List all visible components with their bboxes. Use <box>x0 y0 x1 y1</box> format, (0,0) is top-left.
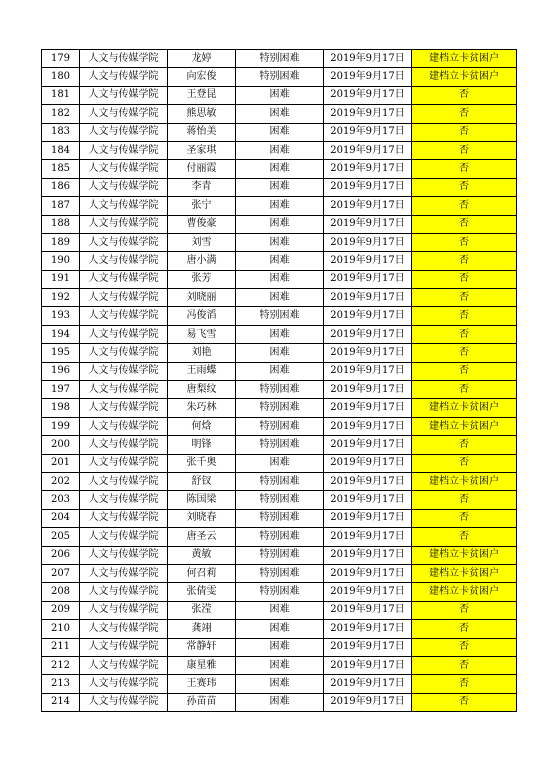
difficulty-level-cell: 困难 <box>236 675 324 693</box>
row-number-cell: 187 <box>42 197 80 215</box>
date-cell: 2019年9月17日 <box>324 509 412 527</box>
date-cell: 2019年9月17日 <box>324 270 412 288</box>
college-cell: 人文与传媒学院 <box>80 233 168 251</box>
table-row <box>42 252 517 270</box>
name-cell: 唐小满 <box>168 252 236 270</box>
poverty-status-cell: 建档立卡贫困户 <box>412 472 517 490</box>
college-cell: 人文与传媒学院 <box>80 50 168 68</box>
poverty-status-cell: 否 <box>412 123 517 141</box>
row-number-cell: 196 <box>42 362 80 380</box>
difficulty-level-cell: 困难 <box>236 289 324 307</box>
difficulty-level-cell: 困难 <box>236 344 324 362</box>
row-number-cell: 194 <box>42 325 80 343</box>
college-cell: 人文与传媒学院 <box>80 675 168 693</box>
row-number-cell: 188 <box>42 215 80 233</box>
row-number-cell: 186 <box>42 178 80 196</box>
name-cell: 张千奥 <box>168 454 236 472</box>
college-cell: 人文与传媒学院 <box>80 693 168 711</box>
row-number-cell: 180 <box>42 68 80 86</box>
difficulty-level-cell: 困难 <box>236 362 324 380</box>
poverty-status-cell: 否 <box>412 436 517 454</box>
table-row <box>42 528 517 546</box>
college-cell: 人文与传媒学院 <box>80 564 168 582</box>
table-row <box>42 215 517 233</box>
difficulty-level-cell: 特别困难 <box>236 528 324 546</box>
poverty-status-cell: 否 <box>412 197 517 215</box>
difficulty-level-cell: 特别困难 <box>236 381 324 399</box>
row-number-cell: 181 <box>42 86 80 104</box>
college-cell: 人文与传媒学院 <box>80 656 168 674</box>
table-row <box>42 417 517 435</box>
poverty-status-cell: 建档立卡贫困户 <box>412 50 517 68</box>
college-cell: 人文与传媒学院 <box>80 344 168 362</box>
row-number-cell: 204 <box>42 509 80 527</box>
poverty-status-cell: 否 <box>412 307 517 325</box>
poverty-status-cell: 建档立卡贫困户 <box>412 564 517 582</box>
name-cell: 黄敏 <box>168 546 236 564</box>
poverty-status-cell: 否 <box>412 325 517 343</box>
college-cell: 人文与传媒学院 <box>80 197 168 215</box>
poverty-status-cell: 建档立卡贫困户 <box>412 546 517 564</box>
poverty-status-cell: 否 <box>412 638 517 656</box>
name-cell: 龚翊 <box>168 620 236 638</box>
date-cell: 2019年9月17日 <box>324 68 412 86</box>
name-cell: 张宁 <box>168 197 236 215</box>
college-cell: 人文与传媒学院 <box>80 491 168 509</box>
name-cell: 易飞雪 <box>168 325 236 343</box>
table-row <box>42 638 517 656</box>
poverty-status-cell: 否 <box>412 270 517 288</box>
name-cell: 王赛玮 <box>168 675 236 693</box>
poverty-status-cell: 否 <box>412 233 517 251</box>
name-cell: 李青 <box>168 178 236 196</box>
date-cell: 2019年9月17日 <box>324 50 412 68</box>
difficulty-level-cell: 困难 <box>236 620 324 638</box>
college-cell: 人文与传媒学院 <box>80 160 168 178</box>
poverty-status-cell: 建档立卡贫困户 <box>412 68 517 86</box>
table-row <box>42 307 517 325</box>
poverty-status-cell: 否 <box>412 620 517 638</box>
name-cell: 何召莉 <box>168 564 236 582</box>
college-cell: 人文与传媒学院 <box>80 68 168 86</box>
name-cell: 王登昆 <box>168 86 236 104</box>
row-number-cell: 184 <box>42 141 80 159</box>
college-cell: 人文与传媒学院 <box>80 381 168 399</box>
difficulty-level-cell: 特别困难 <box>236 68 324 86</box>
name-cell: 唐梨纹 <box>168 381 236 399</box>
student-aid-table <box>41 49 517 712</box>
table-row <box>42 564 517 582</box>
name-cell: 刘晓丽 <box>168 289 236 307</box>
row-number-cell: 179 <box>42 50 80 68</box>
name-cell: 冯俊滔 <box>168 307 236 325</box>
row-number-cell: 189 <box>42 233 80 251</box>
date-cell: 2019年9月17日 <box>324 381 412 399</box>
table-row <box>42 620 517 638</box>
date-cell: 2019年9月17日 <box>324 325 412 343</box>
date-cell: 2019年9月17日 <box>324 123 412 141</box>
college-cell: 人文与传媒学院 <box>80 528 168 546</box>
date-cell: 2019年9月17日 <box>324 620 412 638</box>
difficulty-level-cell: 困难 <box>236 105 324 123</box>
difficulty-level-cell: 困难 <box>236 178 324 196</box>
poverty-status-cell: 否 <box>412 344 517 362</box>
table-row <box>42 160 517 178</box>
table-body <box>42 50 517 712</box>
college-cell: 人文与传媒学院 <box>80 307 168 325</box>
date-cell: 2019年9月17日 <box>324 233 412 251</box>
difficulty-level-cell: 困难 <box>236 270 324 288</box>
difficulty-level-cell: 特别困难 <box>236 399 324 417</box>
poverty-status-cell: 否 <box>412 509 517 527</box>
difficulty-level-cell: 困难 <box>236 638 324 656</box>
name-cell: 康星雅 <box>168 656 236 674</box>
table-row <box>42 178 517 196</box>
college-cell: 人文与传媒学院 <box>80 417 168 435</box>
date-cell: 2019年9月17日 <box>324 399 412 417</box>
name-cell: 唐圣云 <box>168 528 236 546</box>
difficulty-level-cell: 特别困难 <box>236 307 324 325</box>
table-row <box>42 50 517 68</box>
difficulty-level-cell: 困难 <box>236 693 324 711</box>
poverty-status-cell: 否 <box>412 601 517 619</box>
table-row <box>42 381 517 399</box>
table-row <box>42 656 517 674</box>
table-row <box>42 289 517 307</box>
table-row <box>42 325 517 343</box>
difficulty-level-cell: 特别困难 <box>236 564 324 582</box>
table-row <box>42 491 517 509</box>
date-cell: 2019年9月17日 <box>324 472 412 490</box>
date-cell: 2019年9月17日 <box>324 546 412 564</box>
poverty-status-cell: 建档立卡贫困户 <box>412 399 517 417</box>
college-cell: 人文与传媒学院 <box>80 215 168 233</box>
table-row <box>42 454 517 472</box>
row-number-cell: 213 <box>42 675 80 693</box>
row-number-cell: 200 <box>42 436 80 454</box>
row-number-cell: 197 <box>42 381 80 399</box>
name-cell: 熊思敏 <box>168 105 236 123</box>
date-cell: 2019年9月17日 <box>324 160 412 178</box>
poverty-status-cell: 否 <box>412 693 517 711</box>
college-cell: 人文与传媒学院 <box>80 399 168 417</box>
name-cell: 刘艳 <box>168 344 236 362</box>
row-number-cell: 195 <box>42 344 80 362</box>
poverty-status-cell: 否 <box>412 656 517 674</box>
date-cell: 2019年9月17日 <box>324 307 412 325</box>
name-cell: 曹俊豪 <box>168 215 236 233</box>
difficulty-level-cell: 困难 <box>236 252 324 270</box>
table-row <box>42 601 517 619</box>
poverty-status-cell: 建档立卡贫困户 <box>412 417 517 435</box>
name-cell: 蒋怡美 <box>168 123 236 141</box>
table-row <box>42 693 517 711</box>
poverty-status-cell: 否 <box>412 86 517 104</box>
college-cell: 人文与传媒学院 <box>80 105 168 123</box>
poverty-status-cell: 否 <box>412 141 517 159</box>
difficulty-level-cell: 困难 <box>236 325 324 343</box>
table-row <box>42 546 517 564</box>
table-row <box>42 344 517 362</box>
difficulty-level-cell: 特别困难 <box>236 491 324 509</box>
table-row <box>42 141 517 159</box>
name-cell: 刘晓春 <box>168 509 236 527</box>
name-cell: 王雨蝶 <box>168 362 236 380</box>
name-cell: 明锋 <box>168 436 236 454</box>
college-cell: 人文与传媒学院 <box>80 546 168 564</box>
name-cell: 龙婷 <box>168 50 236 68</box>
row-number-cell: 191 <box>42 270 80 288</box>
row-number-cell: 193 <box>42 307 80 325</box>
college-cell: 人文与传媒学院 <box>80 270 168 288</box>
college-cell: 人文与传媒学院 <box>80 141 168 159</box>
table-row <box>42 362 517 380</box>
date-cell: 2019年9月17日 <box>324 564 412 582</box>
college-cell: 人文与传媒学院 <box>80 601 168 619</box>
college-cell: 人文与传媒学院 <box>80 472 168 490</box>
college-cell: 人文与传媒学院 <box>80 436 168 454</box>
date-cell: 2019年9月17日 <box>324 454 412 472</box>
name-cell: 陈国梁 <box>168 491 236 509</box>
poverty-status-cell: 否 <box>412 675 517 693</box>
difficulty-level-cell: 困难 <box>236 215 324 233</box>
difficulty-level-cell: 特别困难 <box>236 546 324 564</box>
poverty-status-cell: 否 <box>412 178 517 196</box>
row-number-cell: 208 <box>42 583 80 601</box>
row-number-cell: 210 <box>42 620 80 638</box>
date-cell: 2019年9月17日 <box>324 491 412 509</box>
difficulty-level-cell: 困难 <box>236 123 324 141</box>
difficulty-level-cell: 特别困难 <box>236 472 324 490</box>
date-cell: 2019年9月17日 <box>324 583 412 601</box>
name-cell: 张芳 <box>168 270 236 288</box>
difficulty-level-cell: 困难 <box>236 86 324 104</box>
college-cell: 人文与传媒学院 <box>80 620 168 638</box>
table-row <box>42 270 517 288</box>
row-number-cell: 182 <box>42 105 80 123</box>
poverty-status-cell: 否 <box>412 362 517 380</box>
college-cell: 人文与传媒学院 <box>80 509 168 527</box>
row-number-cell: 209 <box>42 601 80 619</box>
difficulty-level-cell: 困难 <box>236 656 324 674</box>
table-row <box>42 68 517 86</box>
table-row <box>42 105 517 123</box>
table-row <box>42 472 517 490</box>
college-cell: 人文与传媒学院 <box>80 325 168 343</box>
row-number-cell: 203 <box>42 491 80 509</box>
date-cell: 2019年9月17日 <box>324 141 412 159</box>
name-cell: 张滢 <box>168 601 236 619</box>
poverty-status-cell: 否 <box>412 105 517 123</box>
college-cell: 人文与传媒学院 <box>80 454 168 472</box>
difficulty-level-cell: 困难 <box>236 454 324 472</box>
date-cell: 2019年9月17日 <box>324 86 412 104</box>
date-cell: 2019年9月17日 <box>324 178 412 196</box>
row-number-cell: 199 <box>42 417 80 435</box>
college-cell: 人文与传媒学院 <box>80 178 168 196</box>
date-cell: 2019年9月17日 <box>324 601 412 619</box>
name-cell: 朱巧林 <box>168 399 236 417</box>
row-number-cell: 214 <box>42 693 80 711</box>
poverty-status-cell: 否 <box>412 381 517 399</box>
difficulty-level-cell: 困难 <box>236 141 324 159</box>
date-cell: 2019年9月17日 <box>324 417 412 435</box>
poverty-status-cell: 否 <box>412 491 517 509</box>
difficulty-level-cell: 特别困难 <box>236 583 324 601</box>
date-cell: 2019年9月17日 <box>324 344 412 362</box>
name-cell: 何焓 <box>168 417 236 435</box>
date-cell: 2019年9月17日 <box>324 675 412 693</box>
difficulty-level-cell: 困难 <box>236 601 324 619</box>
row-number-cell: 185 <box>42 160 80 178</box>
row-number-cell: 192 <box>42 289 80 307</box>
poverty-status-cell: 否 <box>412 160 517 178</box>
row-number-cell: 206 <box>42 546 80 564</box>
row-number-cell: 205 <box>42 528 80 546</box>
date-cell: 2019年9月17日 <box>324 252 412 270</box>
college-cell: 人文与传媒学院 <box>80 86 168 104</box>
table-row <box>42 583 517 601</box>
poverty-status-cell: 否 <box>412 528 517 546</box>
college-cell: 人文与传媒学院 <box>80 123 168 141</box>
name-cell: 付丽霞 <box>168 160 236 178</box>
poverty-status-cell: 建档立卡贫困户 <box>412 583 517 601</box>
difficulty-level-cell: 特别困难 <box>236 50 324 68</box>
row-number-cell: 201 <box>42 454 80 472</box>
date-cell: 2019年9月17日 <box>324 289 412 307</box>
row-number-cell: 183 <box>42 123 80 141</box>
difficulty-level-cell: 特别困难 <box>236 417 324 435</box>
table-row <box>42 233 517 251</box>
college-cell: 人文与传媒学院 <box>80 362 168 380</box>
row-number-cell: 207 <box>42 564 80 582</box>
name-cell: 圣家琪 <box>168 141 236 159</box>
poverty-status-cell: 否 <box>412 252 517 270</box>
poverty-status-cell: 否 <box>412 289 517 307</box>
row-number-cell: 211 <box>42 638 80 656</box>
date-cell: 2019年9月17日 <box>324 656 412 674</box>
date-cell: 2019年9月17日 <box>324 638 412 656</box>
poverty-status-cell: 否 <box>412 454 517 472</box>
name-cell: 舒钗 <box>168 472 236 490</box>
difficulty-level-cell: 特别困难 <box>236 509 324 527</box>
name-cell: 张倩雯 <box>168 583 236 601</box>
difficulty-level-cell: 困难 <box>236 233 324 251</box>
row-number-cell: 212 <box>42 656 80 674</box>
table-row <box>42 675 517 693</box>
date-cell: 2019年9月17日 <box>324 436 412 454</box>
difficulty-level-cell: 困难 <box>236 160 324 178</box>
date-cell: 2019年9月17日 <box>324 362 412 380</box>
college-cell: 人文与传媒学院 <box>80 289 168 307</box>
date-cell: 2019年9月17日 <box>324 215 412 233</box>
name-cell: 孙苗苗 <box>168 693 236 711</box>
name-cell: 刘雪 <box>168 233 236 251</box>
date-cell: 2019年9月17日 <box>324 105 412 123</box>
poverty-status-cell: 否 <box>412 215 517 233</box>
name-cell: 向宏俊 <box>168 68 236 86</box>
table-row <box>42 86 517 104</box>
table-row <box>42 436 517 454</box>
table-row <box>42 509 517 527</box>
row-number-cell: 198 <box>42 399 80 417</box>
college-cell: 人文与传媒学院 <box>80 638 168 656</box>
date-cell: 2019年9月17日 <box>324 197 412 215</box>
date-cell: 2019年9月17日 <box>324 528 412 546</box>
table-row <box>42 123 517 141</box>
name-cell: 常静轩 <box>168 638 236 656</box>
table-row <box>42 197 517 215</box>
row-number-cell: 202 <box>42 472 80 490</box>
date-cell: 2019年9月17日 <box>324 693 412 711</box>
row-number-cell: 190 <box>42 252 80 270</box>
difficulty-level-cell: 困难 <box>236 197 324 215</box>
difficulty-level-cell: 特别困难 <box>236 436 324 454</box>
college-cell: 人文与传媒学院 <box>80 583 168 601</box>
college-cell: 人文与传媒学院 <box>80 252 168 270</box>
table-row <box>42 399 517 417</box>
